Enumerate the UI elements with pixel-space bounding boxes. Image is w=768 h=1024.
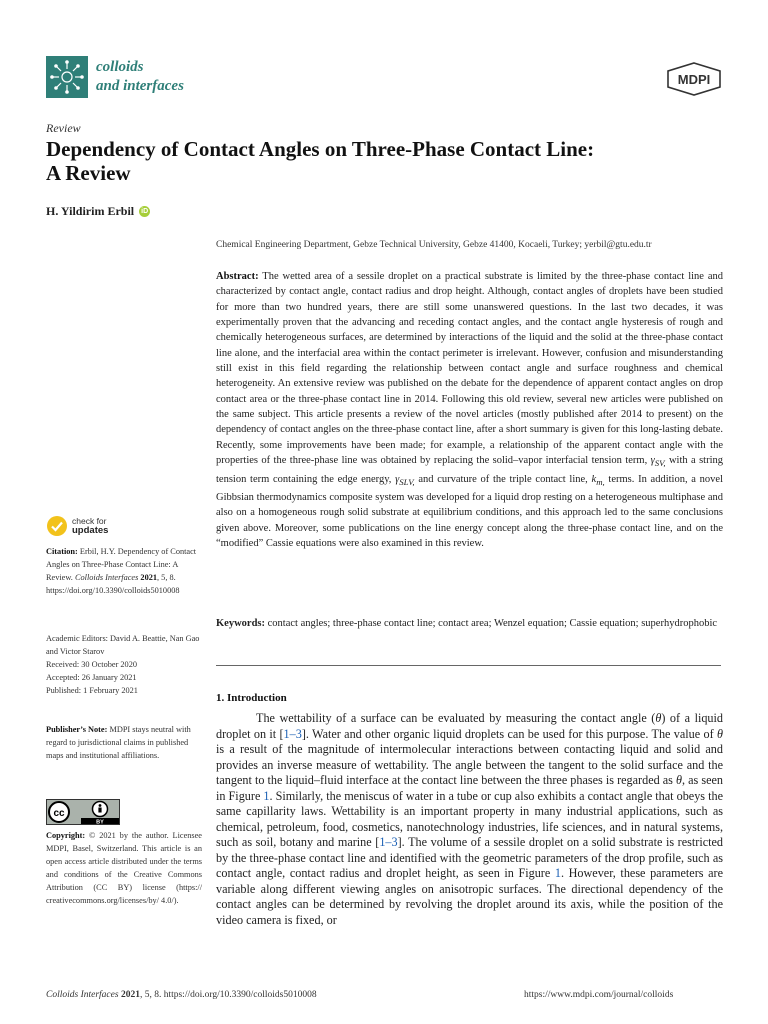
paper-title <box>46 137 726 185</box>
footer-url[interactable]: https://www.mdpi.com/journal/colloids <box>524 990 674 1000</box>
intro-paragraph <box>216 711 723 928</box>
abstract-text-b: with a string tension term containing the edge energy, <box>216 455 723 485</box>
publisher-note <box>46 723 202 762</box>
title-line1: Dependency of Contact Angles on Three-Phase Contact Line: <box>46 137 595 161</box>
abstract-text-c: and curvature of the triple contact line, <box>414 473 592 485</box>
by-label: BY <box>96 819 104 825</box>
citation-label: Citation: <box>46 547 78 556</box>
keywords <box>216 616 723 632</box>
figure-link[interactable]: 1 <box>554 866 561 880</box>
reference-link[interactable]: 1–3 <box>283 726 302 741</box>
journal-logo-icon <box>46 56 88 98</box>
footer-year: 2021 <box>118 990 140 1000</box>
check-updates-line1: check for <box>72 516 107 526</box>
orcid-icon[interactable]: iD <box>141 208 149 215</box>
section-heading: 1. Introduction <box>216 692 287 704</box>
author-name: H. Yildirim Erbil <box>46 204 135 218</box>
km-sub: m, <box>596 476 605 487</box>
journal-name-line2: and interfaces <box>96 78 184 94</box>
km-symbol: k <box>591 473 597 485</box>
citation-text2: , 5, 8. https://doi.org/10.3390/colloids5010008 <box>46 573 180 595</box>
cc-label: cc <box>53 808 65 819</box>
copyright-label: Copyright: <box>46 831 86 840</box>
title-line2: A Review <box>46 161 131 185</box>
reference-link[interactable]: 1–3 <box>379 835 398 849</box>
abstract <box>216 269 723 551</box>
cc-by-license-icon[interactable] <box>46 799 120 825</box>
copyright-block <box>46 829 202 907</box>
copyright-text: © 2021 by the author. Licensee MDPI, Basel, Switzerland. This article is an open access article distributed under the terms and conditions of the Creative Commons Attribution (CC BY) license (https:// creativecommons.org/licenses/by/ 4.0/). <box>46 831 202 905</box>
footer-citation <box>46 990 317 1000</box>
abstract-text-d: terms. In addition, a novel Gibbsian thermodynamics composite system was developed for a liquid drop resting on a heterogeneous multiphase and also on a homogeneous rough solid substrate at equilibrium conditions, and this approach led to the same conclusions given above. Moreover, some publications on the line energy concept along the three-phase contact line, and on the “modified” Cassie equations were also examined in this review. <box>216 473 723 550</box>
intro-text-5: , as seen in Figure <box>216 773 724 803</box>
intro-text-7: ]. The volume of a sessile droplet on a solid substrate is restricted by the three-phase contact line and identified with the geometric parameters of the drop profile, such as contact angle, contact radius and droplet height, as seen in Figure <box>216 835 724 880</box>
published-date: Published: 1 February 2021 <box>46 686 138 695</box>
figure-link[interactable]: 1 <box>263 788 270 803</box>
gamma-sv-symbol: γ <box>650 455 655 467</box>
abstract-label: Abstract: <box>216 271 259 282</box>
mdpi-logo-icon <box>666 62 722 96</box>
keywords-text: contact angles; three-phase contact line; contact area; Wenzel equation; Cassie equation; superhydrophobic <box>265 618 718 629</box>
mdpi-logo-text: MDPI <box>677 72 711 87</box>
abstract-text-a: The wetted area of a sessile droplet on a practical substrate is limited by the three-phase contact line and characterized by contact angle, contact radius and drop height. Although, contact angles of droplets have been studied for more than two hundred years, there are still some unanswered questions. In the last two decades, it was experimentally proven that the advancing and receding contact angles, and the contact angle hysteresis of rough and chemically heterogeneous surfaces, are determined by interactions of the liquid and the solid at the three-phase contact line alone, and the interfacial area within the contact perimeter is irrelevant. However, confusion and misunderstanding still exist in this field regarding the relationship between contact angle and surface roughness and chemical heterogeneity. An extensive review was published on the debate for the dependence of apparent contact angles on drop contact area or the three-phase contact line in 2014. Following this old review, several new articles were published on the same subject. This article presents a review of the novel articles (mostly published after 2014 to present) on the dependency of contact angles on the three-phase contact line, after a short summary is given for this long-lasting debate. Recently, some improvements have been made; for example, a relationship of the apparent contact angle with the properties of the three-phase line was obtained by replacing the solid–vapor interfacial tension term, <box>216 271 723 467</box>
citation-text1: Erbil, H.Y. Dependency of Contact Angles on Three-Phase Contact Line: A Review. <box>46 547 197 582</box>
footer-journal: Colloids Interfaces <box>46 990 119 1000</box>
received-date: Received: 30 October 2020 <box>46 660 138 669</box>
footer-doi[interactable]: , 5, 8. https://doi.org/10.3390/colloids5010008 <box>139 990 317 1000</box>
editors-block <box>46 632 202 697</box>
citation-block <box>46 545 202 597</box>
keywords-label: Keywords: <box>216 618 265 629</box>
journal-name-line1: colloids <box>96 59 144 75</box>
academic-editors: Academic Editors: David A. Beattie, Nan Gao and Victor Starov <box>46 634 200 656</box>
intro-text-2: ) of a liquid droplet on it [ <box>216 711 724 741</box>
check-updates-icon <box>46 515 68 537</box>
check-updates-text <box>72 517 108 535</box>
citation-journal: Colloids Interfaces <box>74 573 139 582</box>
intro-text-6: . Similarly, the meniscus of water in a tube or cup also exhibits a contact angle that obeys the same capillarity laws. Wettability is an important property in many industrial applications, such as chemical, petroleum, food, cosmetics, nanotechnology industries, life sciences, and in natural systems, such as soil, botany and marine [ <box>216 788 723 849</box>
check-updates-line2: updates <box>72 525 109 536</box>
gamma-slv-sub: SLV, <box>399 476 415 487</box>
gamma-slv-symbol: γ <box>395 473 400 485</box>
publisher-note-text: MDPI stays neutral with regard to jurisdictional claims in published maps and institutional affiliations. <box>46 725 191 760</box>
check-for-updates-button[interactable] <box>46 515 108 537</box>
accepted-date: Accepted: 26 January 2021 <box>46 673 137 682</box>
section-divider <box>216 665 721 666</box>
intro-text-1: The wettability of a surface can be evaluated by measuring the contact angle ( <box>256 711 656 725</box>
theta-symbol: θ <box>717 726 723 741</box>
intro-text-8: . However, these parameters are variable along different viewing angles on anisotropic surfaces. The directional dependency of the contact angles can be determined by revolving the droplet around its axis, while the position of the video camera is fixed, or <box>216 866 723 927</box>
publisher-note-label: Publisher’s Note: <box>46 725 108 734</box>
theta-symbol: θ <box>676 773 682 787</box>
journal-name <box>96 58 184 96</box>
theta-symbol: θ <box>655 711 662 725</box>
intro-text-3: ]. Water and other organic liquid droplets can be used for this purpose. The value of <box>301 726 717 741</box>
author-line <box>46 204 150 219</box>
intro-text-4: is a result of the magnitude of intermolecular interactions between contacting liquid and solid and provides an inverse measure of wettability. The angle between the tangent to the solid surface and the tangent to the liquid–fluid interface at the contact line between the three phases is regarded as <box>216 742 723 787</box>
article-type: Review <box>46 121 81 135</box>
citation-year: 2021 <box>138 573 158 582</box>
gamma-sv-sub: SV, <box>654 458 666 469</box>
affiliation: Chemical Engineering Department, Gebze Technical University, Gebze 41400, Kocaeli, Turkey; yerbil@gtu.edu.tr <box>216 240 652 250</box>
